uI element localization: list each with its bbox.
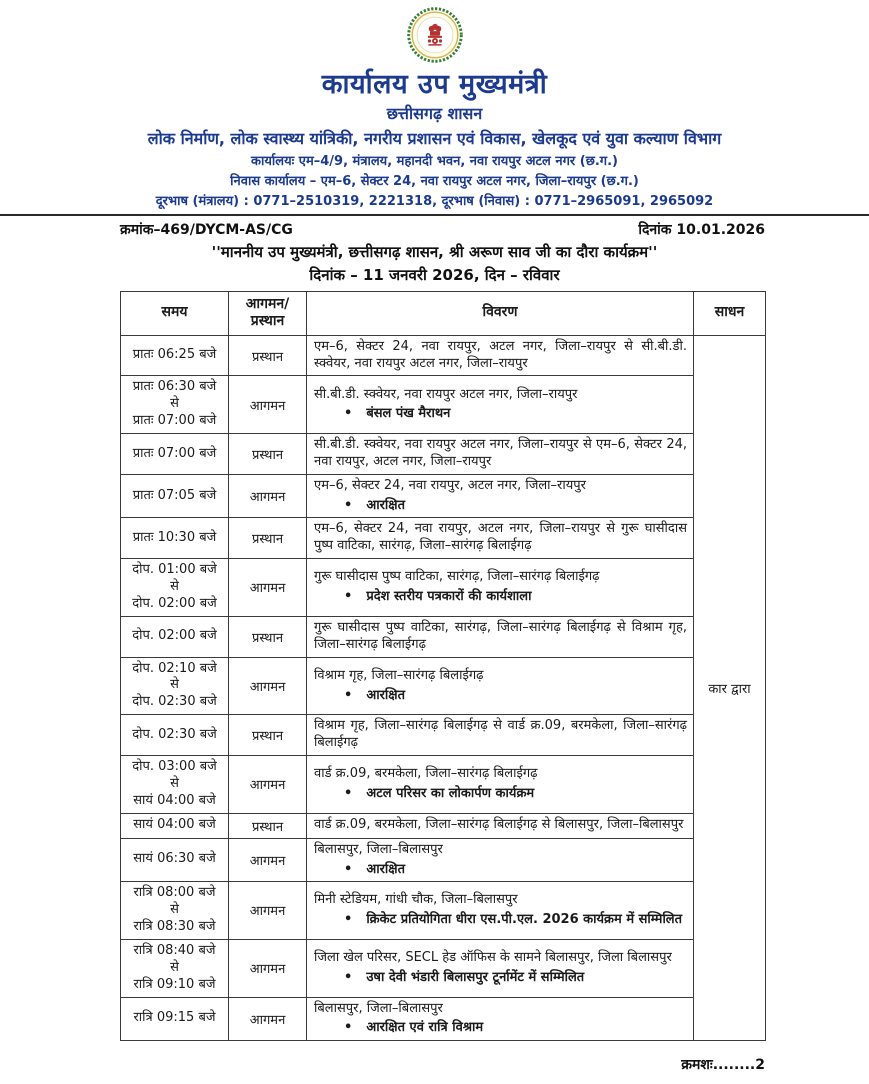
bullet-list — [314, 969, 687, 987]
time-cell: दोप. 02:00 बजे — [121, 616, 229, 657]
description-cell — [307, 474, 694, 517]
letterhead — [0, 6, 869, 209]
movement-cell: प्रस्थान — [229, 813, 307, 838]
bullet-list — [314, 861, 687, 879]
office-title: कार्यालय उप मुख्यमंत्री — [321, 69, 548, 100]
description-cell — [307, 756, 694, 814]
movement-cell: आगमन — [229, 939, 307, 997]
time-cell: दोप. 03:00 बजे से सायं 04:00 बजे — [121, 756, 229, 814]
chhattisgarh-state-emblem-icon — [406, 6, 464, 68]
bullet-dot-icon: • — [344, 497, 353, 513]
residence-address: निवास कार्यालय – एम–6, सेक्टर 24, नवा रायपुर अटल नगर, जिला–रायपुर (छ.ग.) — [230, 173, 639, 189]
bullet-item: • आरक्षित — [344, 861, 406, 877]
bullet-list — [314, 785, 687, 803]
schedule-row — [121, 559, 766, 617]
bullet-item: • प्रदेश स्तरीय पत्रकारों की कार्यशाला — [344, 589, 532, 605]
bullet-dot-icon: • — [344, 589, 353, 605]
movement-cell: प्रस्थान — [229, 518, 307, 559]
schedule-row — [121, 882, 766, 940]
schedule-row — [121, 434, 766, 475]
description-cell — [307, 715, 694, 756]
time-cell: प्रातः 10:30 बजे — [121, 518, 229, 559]
reference-number: क्रमांक–469/DYCM-AS/CG — [120, 221, 293, 238]
schedule-row — [121, 813, 766, 838]
schedule-row — [121, 838, 766, 881]
movement-cell: आगमन — [229, 474, 307, 517]
schedule-table-body — [121, 335, 766, 1040]
time-cell: दोप. 02:10 बजे से दोप. 02:30 बजे — [121, 657, 229, 715]
description-cell — [307, 559, 694, 617]
schedule-row — [121, 376, 766, 434]
time-cell: सायं 06:30 बजे — [121, 838, 229, 881]
movement-cell: प्रस्थान — [229, 616, 307, 657]
movement-cell: प्रस्थान — [229, 715, 307, 756]
description-text: एम–6, सेक्टर 24, नवा रायपुर, अटल नगर, जिला–रायपुर से सी.बी.डी. स्क्वेयर, नवा रायपुर अटल नगर, जिला–रायपुर — [314, 338, 687, 371]
description-text: सी.बी.डी. स्क्वेयर, नवा रायपुर अटल नगर, जिला–रायपुर — [314, 386, 578, 402]
office-address: कार्यालयः एम–4/9, मंत्रालय, महानदी भवन, नवा रायपुर अटल नगर (छ.ग.) — [251, 153, 618, 169]
reference-date: दिनांक 10.01.2026 — [638, 221, 765, 238]
description-text: गुरू घासीदास पुष्प वाटिका, सारंगढ़, जिला–सारंगढ़ बिलाईगढ़ — [314, 569, 600, 585]
bullet-list — [314, 497, 687, 515]
description-cell — [307, 616, 694, 657]
header-movement-line2: प्रस्थान — [250, 313, 285, 330]
movement-cell: प्रस्थान — [229, 434, 307, 475]
time-cell: सायं 04:00 बजे — [121, 813, 229, 838]
bullet-dot-icon: • — [344, 687, 353, 703]
description-text: मिनी स्टेडियम, गांधी चौक, जिला–बिलासपुर — [314, 892, 518, 908]
description-cell — [307, 939, 694, 997]
movement-cell: आगमन — [229, 657, 307, 715]
bullet-item: • अटल परिसर का लोकार्पण कार्यक्रम — [344, 786, 535, 802]
movement-cell: आगमन — [229, 997, 307, 1040]
program-title: ''माननीय उप मुख्यमंत्री, छत्तीसगढ़ शासन, श्री अरूण साव जी का दौरा कार्यक्रम'' — [211, 242, 658, 261]
bullet-dot-icon: • — [344, 861, 353, 877]
description-text: एम–6, सेक्टर 24, नवा रायपुर, अटल नगर, जिला–रायपुर से गुरू घासीदास पुष्प वाटिका, सारंगढ़, जिला–सारंगढ़ बिलाईगढ़ — [314, 521, 687, 554]
government-name: छत्तीसगढ़ शासन — [386, 103, 483, 123]
description-cell — [307, 376, 694, 434]
schedule-row — [121, 335, 766, 376]
movement-cell: आगमन — [229, 376, 307, 434]
description-cell — [307, 813, 694, 838]
description-cell — [307, 882, 694, 940]
schedule-row — [121, 939, 766, 997]
header-description: विवरण — [307, 291, 694, 335]
time-cell: रात्रि 09:15 बजे — [121, 997, 229, 1040]
description-cell — [307, 434, 694, 475]
continuation-note: क्रमशः........2 — [681, 1056, 765, 1073]
bullet-list — [314, 405, 687, 423]
schedule-row — [121, 518, 766, 559]
movement-cell: आगमन — [229, 838, 307, 881]
bullet-dot-icon: • — [344, 969, 353, 985]
header-transport: साधन — [694, 291, 766, 335]
description-text: विश्राम गृह, जिला–सारंगढ़ बिलाईगढ़ — [314, 667, 484, 683]
description-cell — [307, 335, 694, 376]
time-cell: प्रातः 07:00 बजे — [121, 434, 229, 475]
description-text: सी.बी.डी. स्क्वेयर, नवा रायपुर अटल नगर, जिला–रायपुर से एम–6, सेक्टर 24, नवा रायपुर, अटल नगर, जिला–रायपुर — [314, 437, 687, 470]
header-movement — [229, 291, 307, 335]
movement-cell: आगमन — [229, 559, 307, 617]
transport-cell: कार द्वारा — [694, 335, 766, 1040]
description-text: एम–6, सेक्टर 24, नवा रायपुर, अटल नगर, जिला–रायपुर — [314, 477, 586, 493]
schedule-row — [121, 616, 766, 657]
bullet-list — [314, 1019, 687, 1037]
time-cell: प्रातः 06:25 बजे — [121, 335, 229, 376]
bullet-item: • बंसल पंख मैराथन — [344, 406, 451, 422]
department-line: लोक निर्माण, लोक स्वास्थ्य यांत्रिकी, नगरीय प्रशासन एवं विकास, खेलकूद एवं युवा कल्याण विभाग — [147, 128, 722, 148]
schedule-row — [121, 715, 766, 756]
description-text: बिलासपुर, जिला–बिलासपुर — [314, 841, 443, 857]
bullet-dot-icon: • — [344, 912, 353, 928]
description-text: वार्ड क्र.09, बरमकेला, जिला–सारंगढ़ बिलाईगढ़ — [314, 766, 538, 782]
reference-row — [0, 216, 869, 239]
time-cell: रात्रि 08:00 बजे से रात्रि 08:30 बजे — [121, 882, 229, 940]
time-cell: प्रातः 07:05 बजे — [121, 474, 229, 517]
bullet-dot-icon: • — [344, 786, 353, 802]
description-text: वार्ड क्र.09, बरमकेला, जिला–सारंगढ़ बिलाईगढ़ से बिलासपुर, जिला–बिलासपुर — [314, 817, 684, 833]
time-cell: प्रातः 06:30 बजे से प्रातः 07:00 बजे — [121, 376, 229, 434]
schedule-row — [121, 756, 766, 814]
header-time: समय — [121, 291, 229, 335]
description-cell — [307, 997, 694, 1040]
bullet-item: • क्रिकेट प्रतियोगिता धीरा एस.पी.एल. 2026 कार्यक्रम में सम्मिलित — [344, 912, 683, 928]
schedule-row — [121, 474, 766, 517]
time-cell: दोप. 02:30 बजे — [121, 715, 229, 756]
bullet-list — [314, 687, 687, 705]
bullet-item: • आरक्षित — [344, 497, 406, 513]
phone-line: दूरभाष (मंत्रालय) : 0771–2510319, 2221318, दूरभाष (निवास) : 0771–2965091, 2965092 — [155, 193, 714, 209]
bullet-dot-icon: • — [344, 1020, 353, 1036]
movement-cell: प्रस्थान — [229, 335, 307, 376]
description-text: गुरू घासीदास पुष्प वाटिका, सारंगढ़, जिला–सारंगढ़ बिलाईगढ़ से विश्राम गृह, जिला–सारंगढ़ बिलाईगढ़ — [314, 619, 687, 652]
bullet-dot-icon: • — [344, 406, 353, 422]
description-cell — [307, 657, 694, 715]
schedule-table — [120, 291, 766, 1041]
description-text: विश्राम गृह, जिला–सारंगढ़ बिलाईगढ़ से वार्ड क्र.09, बरमकेला, जिला–सारंगढ़ बिलाईगढ़ — [314, 718, 687, 751]
table-header-row — [121, 291, 766, 335]
time-cell: रात्रि 08:40 बजे से रात्रि 09:10 बजे — [121, 939, 229, 997]
header-movement-line1: आगमन/ — [245, 295, 290, 312]
description-text: जिला खेल परिसर, SECL हेड ऑफिस के सामने बिलासपुर, जिला बिलासपुर — [314, 949, 672, 965]
bullet-item: • उषा देवी भंडारी बिलासपुर टूर्नामेंट में सम्मिलित — [344, 969, 585, 985]
description-cell — [307, 518, 694, 559]
program-date: दिनांक – 11 जनवरी 2026, दिन – रविवार — [309, 265, 560, 284]
schedule-row — [121, 997, 766, 1040]
movement-cell: आगमन — [229, 756, 307, 814]
movement-cell: आगमन — [229, 882, 307, 940]
bullet-list — [314, 588, 687, 606]
schedule-row — [121, 657, 766, 715]
bullet-item: • आरक्षित एवं रात्रि विश्राम — [344, 1020, 484, 1036]
description-cell — [307, 838, 694, 881]
bullet-list — [314, 911, 687, 929]
time-cell: दोप. 01:00 बजे से दोप. 02:00 बजे — [121, 559, 229, 617]
description-text: बिलासपुर, जिला–बिलासपुर — [314, 1000, 443, 1016]
bullet-item: • आरक्षित — [344, 687, 406, 703]
